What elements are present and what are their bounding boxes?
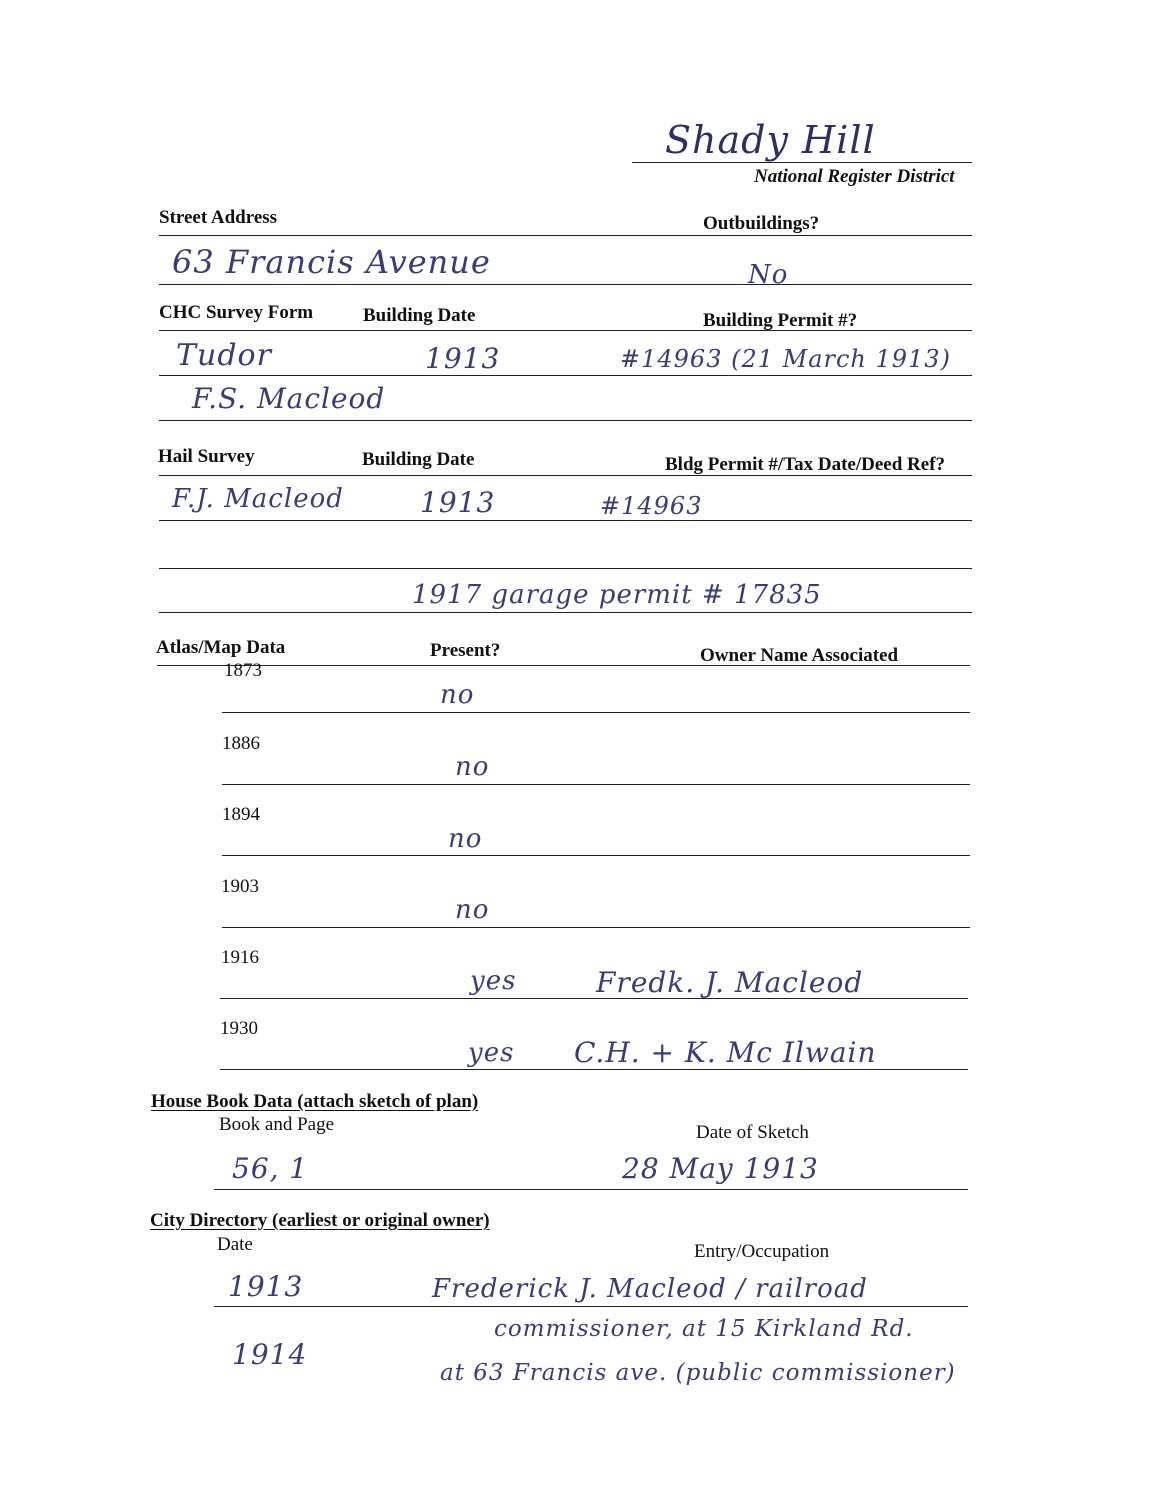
atlas-row-rule — [222, 927, 970, 928]
chc-architect-value: F.S. Macleod — [192, 382, 386, 415]
street-address-value: 63 Francis Avenue — [172, 243, 491, 281]
hail-building-date-label: Building Date — [362, 449, 475, 470]
directory-entry-rule — [214, 1306, 968, 1307]
hail-date-value: 1913 — [420, 486, 496, 519]
atlas-present: yes — [470, 966, 517, 996]
atlas-label-rule — [157, 665, 970, 666]
hail-garage-rule — [159, 612, 972, 613]
directory-entry-date: 1913 — [228, 1270, 304, 1303]
atlas-year: 1916 — [221, 947, 259, 968]
street-label-rule — [159, 235, 972, 236]
chc-building-permit-label: Building Permit #? — [703, 310, 858, 331]
street-address-label: Street Address — [159, 207, 278, 228]
atlas-year: 1930 — [220, 1018, 258, 1039]
atlas-row-rule — [220, 998, 968, 999]
directory-entry-date: 1914 — [232, 1338, 308, 1371]
district-caption: National Register District — [754, 166, 955, 187]
atlas-year: 1903 — [221, 876, 259, 897]
chc-value-rule — [159, 375, 972, 376]
atlas-present-label: Present? — [430, 640, 501, 661]
atlas-owner: C.H. + K. Mc Ilwain — [574, 1036, 877, 1069]
date-of-sketch-label: Date of Sketch — [696, 1122, 809, 1143]
chc-permit-value: #14963 (21 March 1913) — [620, 345, 951, 373]
hail-label-rule — [159, 475, 972, 476]
outbuildings-value: No — [748, 260, 789, 290]
street-value-rule — [159, 284, 972, 285]
house-book-title: House Book Data (attach sketch of plan) — [151, 1091, 479, 1112]
atlas-present: no — [455, 895, 490, 925]
chc-survey-label: CHC Survey Form — [159, 302, 314, 323]
atlas-owner: Fredk. J. Macleod — [596, 966, 864, 999]
city-directory-date-label: Date — [217, 1234, 253, 1255]
directory-entry-line: commissioner, at 15 Kirkland Rd. — [494, 1316, 914, 1342]
hail-survey-label: Hail Survey — [158, 446, 255, 467]
atlas-year: 1886 — [222, 733, 260, 754]
atlas-title: Atlas/Map Data — [156, 637, 286, 658]
hail-permit-label: Bldg Permit #/Tax Date/Deed Ref? — [665, 454, 946, 475]
hail-permit-value: #14963 — [600, 492, 703, 520]
atlas-year: 1873 — [224, 660, 262, 681]
chc-style-value: Tudor — [176, 338, 272, 373]
city-directory-title: City Directory (earliest or original owner) — [150, 1210, 490, 1231]
chc-building-date-label: Building Date — [363, 305, 476, 326]
atlas-present: no — [448, 824, 483, 854]
district-rule — [632, 162, 972, 163]
atlas-row-rule — [222, 855, 970, 856]
directory-entry-line: Frederick J. Macleod / railroad — [432, 1274, 868, 1304]
book-and-page-value: 56, 1 — [232, 1152, 309, 1185]
atlas-year: 1894 — [222, 804, 260, 825]
atlas-present: no — [455, 752, 490, 782]
chc-architect-rule — [159, 420, 972, 421]
hail-architect-value: F.J. Macleod — [172, 484, 344, 514]
atlas-row-rule — [222, 712, 970, 713]
outbuildings-label: Outbuildings? — [703, 213, 820, 234]
entry-occupation-label: Entry/Occupation — [694, 1241, 830, 1262]
book-and-page-label: Book and Page — [219, 1114, 335, 1135]
chc-date-value: 1913 — [425, 342, 501, 375]
atlas-owner-label: Owner Name Associated — [700, 645, 899, 666]
hail-garage-note: 1917 garage permit # 17835 — [412, 580, 822, 610]
hail-blank-rule — [159, 568, 972, 569]
directory-entry-line: at 63 Francis ave. (public commissioner) — [440, 1360, 956, 1386]
atlas-row-rule — [220, 1069, 968, 1070]
atlas-present: yes — [468, 1038, 515, 1068]
atlas-row-rule — [222, 784, 970, 785]
hail-value-rule — [159, 520, 972, 521]
district-name: Shady Hill — [665, 118, 876, 162]
atlas-present: no — [440, 680, 475, 710]
date-of-sketch-value: 28 May 1913 — [622, 1152, 819, 1185]
house-book-rule — [214, 1189, 968, 1190]
chc-label-rule — [159, 330, 972, 331]
